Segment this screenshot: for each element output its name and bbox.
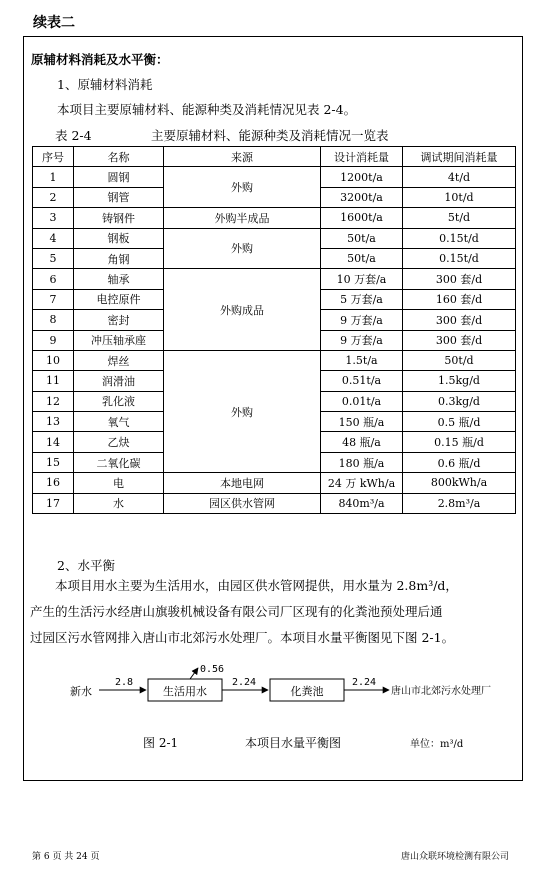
flow-mid-label: 2.24 (232, 677, 257, 688)
cell-name: 圆钢 (74, 167, 164, 187)
cell-no: 4 (33, 228, 74, 248)
cell-name: 电控原件 (74, 289, 164, 309)
cell-design: 9 万套/a (321, 330, 403, 350)
cell-design: 24 万 kWh/a (321, 473, 403, 493)
cell-source: 外购 (164, 167, 321, 208)
cell-design: 3200t/a (321, 187, 403, 207)
cell-no: 2 (33, 187, 74, 207)
cell-trial: 300 套/d (403, 310, 516, 330)
cell-no: 8 (33, 310, 74, 330)
cell-design: 0.01t/a (321, 391, 403, 411)
flow-in-label: 2.8 (115, 677, 134, 688)
table-row (33, 473, 516, 493)
cell-trial: 50t/d (403, 350, 516, 370)
cell-design: 1200t/a (321, 167, 403, 187)
cell-no: 17 (33, 493, 74, 513)
cell-name: 乳化液 (74, 391, 164, 411)
cell-design: 840m³/a (321, 493, 403, 513)
cell-design: 5 万套/a (321, 289, 403, 309)
cell-trial: 1.5kg/d (403, 371, 516, 391)
table-row (33, 228, 516, 248)
flow-out-label: 2.24 (352, 677, 377, 688)
cell-name: 冲压轴承座 (74, 330, 164, 350)
cell-trial: 5t/d (403, 208, 516, 228)
cell-design: 50t/a (321, 228, 403, 248)
paragraph-line: 产生的生活污水经唐山旗骏机械设备有限公司厂区现有的化粪池预处理后通 (30, 604, 443, 619)
materials-table (32, 146, 516, 514)
cell-source: 外购半成品 (164, 208, 321, 228)
loss-arrow (190, 668, 198, 679)
cell-trial: 0.15t/d (403, 248, 516, 268)
cell-no: 16 (33, 473, 74, 493)
cell-trial: 300 套/d (403, 330, 516, 350)
subsection-title-materials: 1、原辅材料消耗 (57, 77, 153, 92)
header-cell: 名称 (74, 147, 164, 167)
table-caption: 主要原辅材料、能源种类及消耗情况一览表 (151, 128, 389, 143)
cell-trial: 10t/d (403, 187, 516, 207)
table-label: 表 2-4 (55, 128, 92, 143)
intro-text: 本项目主要原辅材料、能源种类及消耗情况见表 2-4。 (57, 102, 357, 117)
footer-company: 唐山众联环境检测有限公司 (400, 852, 509, 862)
cell-name: 铸钢件 (74, 208, 164, 228)
cell-name: 电 (74, 473, 164, 493)
cell-design: 0.51t/a (321, 371, 403, 391)
unit-label: 单位：m³/d (410, 739, 464, 750)
cell-no: 15 (33, 452, 74, 472)
source-label: 新水 (70, 685, 92, 698)
table-row (33, 269, 516, 289)
paragraph-line: 过园区污水管网排入唐山市北郊污水处理厂。本项目水量平衡图见下图 2-1。 (30, 630, 455, 645)
cell-name: 润滑油 (74, 371, 164, 391)
header-cell: 来源 (164, 147, 321, 167)
cell-source: 外购成品 (164, 269, 321, 351)
cell-trial: 0.6 瓶/d (403, 452, 516, 472)
cell-design: 1600t/a (321, 208, 403, 228)
page-header-title: 续表二 (33, 15, 75, 31)
cell-no: 12 (33, 391, 74, 411)
cell-source: 外购 (164, 350, 321, 472)
table-header-row (33, 147, 516, 167)
table-row (33, 208, 516, 228)
cell-name: 密封 (74, 310, 164, 330)
section-title: 原辅材料消耗及水平衡： (31, 52, 169, 67)
cell-trial: 800kWh/a (403, 473, 516, 493)
header-cell: 序号 (33, 147, 74, 167)
cell-source: 本地电网 (164, 473, 321, 493)
cell-name: 焊丝 (74, 350, 164, 370)
table-row (33, 167, 516, 187)
cell-no: 6 (33, 269, 74, 289)
paragraph-line: 本项目用水主要为生活用水，由园区供水管网提供，用水量为 2.8m³/d， (55, 578, 458, 593)
cell-name: 水 (74, 493, 164, 513)
cell-design: 150 瓶/a (321, 412, 403, 432)
figure-label: 图 2-1 (143, 736, 179, 750)
cell-name: 二氧化碳 (74, 452, 164, 472)
cell-name: 角钢 (74, 248, 164, 268)
cell-no: 10 (33, 350, 74, 370)
cell-no: 7 (33, 289, 74, 309)
box-domestic-water-label: 生活用水 (163, 685, 207, 698)
figure-title: 本项目水量平衡图 (245, 736, 342, 750)
cell-no: 11 (33, 371, 74, 391)
cell-design: 9 万套/a (321, 310, 403, 330)
cell-trial: 4t/d (403, 167, 516, 187)
cell-name: 轴承 (74, 269, 164, 289)
cell-source: 外购 (164, 228, 321, 269)
cell-design: 10 万套/a (321, 269, 403, 289)
cell-design: 1.5t/a (321, 350, 403, 370)
cell-design: 48 瓶/a (321, 432, 403, 452)
cell-no: 14 (33, 432, 74, 452)
cell-trial: 2.8m³/a (403, 493, 516, 513)
cell-trial: 160 套/d (403, 289, 516, 309)
cell-trial: 0.15 瓶/d (403, 432, 516, 452)
cell-name: 钢板 (74, 228, 164, 248)
cell-name: 氧气 (74, 412, 164, 432)
cell-no: 3 (33, 208, 74, 228)
table-row (33, 493, 516, 513)
cell-no: 9 (33, 330, 74, 350)
cell-source: 园区供水管网 (164, 493, 321, 513)
loss-label: 0.56 (200, 664, 225, 675)
destination-label: 唐山市北郊污水处理厂 (391, 686, 491, 697)
header-cell: 设计消耗量 (321, 147, 403, 167)
cell-trial: 300 套/d (403, 269, 516, 289)
cell-name: 钢管 (74, 187, 164, 207)
cell-name: 乙炔 (74, 432, 164, 452)
cell-trial: 0.5 瓶/d (403, 412, 516, 432)
footer-page-number: 第 6 页 共 24 页 (32, 852, 100, 862)
subsection-title-water: 2、水平衡 (57, 558, 115, 573)
table-row (33, 350, 516, 370)
cell-no: 5 (33, 248, 74, 268)
water-balance-diagram (0, 650, 545, 760)
header-cell: 调试期间消耗量 (403, 147, 516, 167)
cell-design: 180 瓶/a (321, 452, 403, 472)
cell-design: 50t/a (321, 248, 403, 268)
box-septic-tank-label: 化粪池 (290, 685, 324, 698)
cell-trial: 0.15t/d (403, 228, 516, 248)
cell-trial: 0.3kg/d (403, 391, 516, 411)
water-paragraph (30, 573, 518, 651)
cell-no: 1 (33, 167, 74, 187)
cell-no: 13 (33, 412, 74, 432)
